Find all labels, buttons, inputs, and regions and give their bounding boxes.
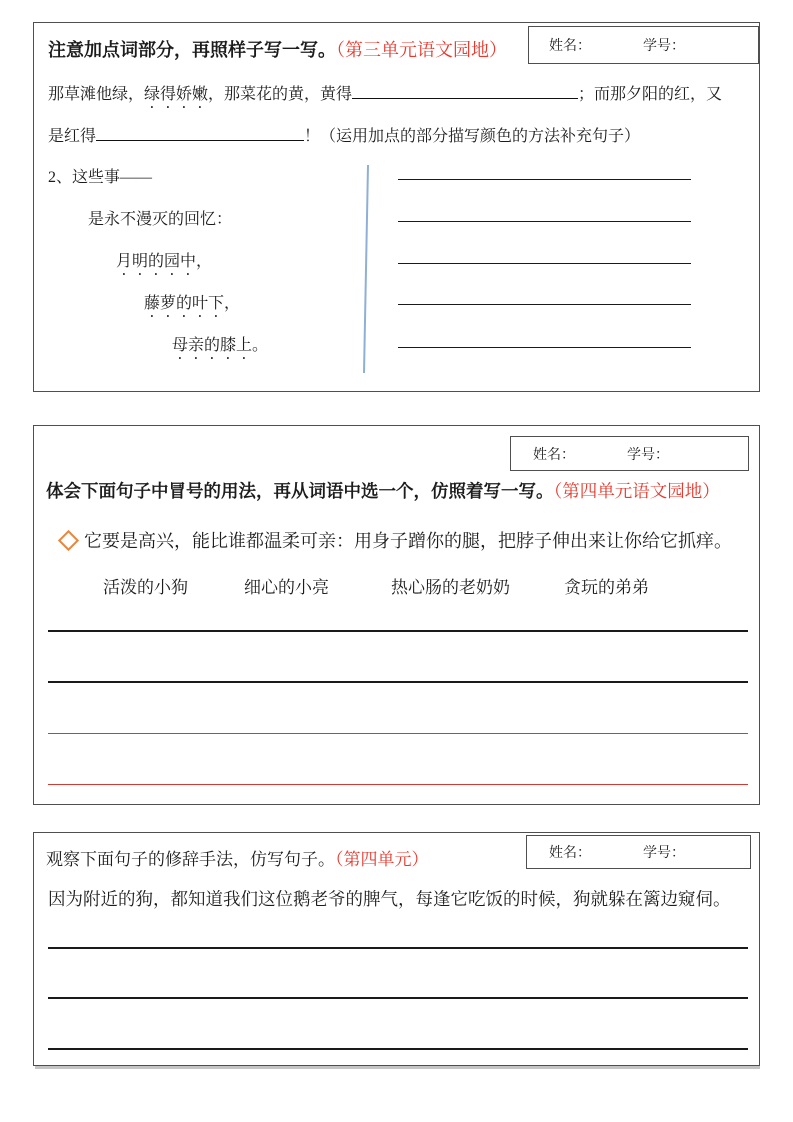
writing-line [48, 947, 748, 949]
poem-tail: ， [196, 253, 213, 270]
word-option: 活泼的小狗 [103, 578, 188, 597]
name-id-box [528, 26, 759, 64]
section3-unit-tag: （第四单元） [335, 850, 429, 869]
section3-title-row [46, 845, 429, 870]
name-label: 姓名： [549, 39, 591, 54]
name-id-box [526, 835, 751, 869]
poem-line [48, 167, 152, 195]
writing-line [48, 784, 748, 785]
poem-tail: ， [224, 295, 241, 312]
line2-pre: 是红得 [48, 128, 97, 145]
student-id-label: 学号： [627, 447, 669, 463]
answer-line [398, 347, 691, 348]
fill-sentence-line1 [48, 81, 722, 112]
writing-line [48, 630, 748, 632]
exercise-box-3 [33, 832, 760, 1066]
exercise-box-1 [33, 22, 760, 392]
line1-mid: ，那菜花的黄，黄得 [208, 86, 353, 103]
line2-fill-blank [96, 125, 304, 141]
poem-em-text: 月明的园中 [116, 253, 197, 270]
line1-pre: 那草滩他绿， [48, 86, 145, 103]
line1-fill-blank [352, 83, 578, 99]
poem-tail: 。 [252, 337, 269, 354]
name-label: 姓名： [533, 447, 575, 463]
word-option: 细心的小亮 [244, 578, 329, 597]
model-sentence: 因为附近的狗，都知道我们这位鹅老爷的脾气，每逢它吃饭的时候，狗就躲在篱边窥伺。 [48, 889, 731, 909]
diamond-bullet-icon [58, 530, 79, 551]
poem-divider-line [363, 165, 369, 373]
answer-line [398, 179, 691, 180]
section2-title: 体会下面句子中冒号的用法，再从词语中选一个，仿照着写一写。 [46, 481, 554, 501]
exercise-box-2 [33, 425, 760, 805]
line2-tail: ！（运用加点的部分描写颜色的方法补充句子） [304, 128, 641, 145]
poem-line [88, 209, 232, 237]
writing-line [48, 681, 748, 683]
word-option: 热心肠的老奶奶 [391, 578, 510, 597]
example-sentence-row [61, 527, 732, 553]
answer-line [398, 304, 691, 305]
writing-line [48, 733, 748, 734]
name-label: 姓名： [549, 846, 591, 861]
section1-title-row [48, 36, 507, 62]
poem-text: 是永不漫灭的回忆： [88, 211, 233, 228]
poem-text: 2、这些事—— [48, 169, 153, 186]
name-id-box [510, 436, 749, 471]
section1-title: 注意加点词部分，再照样子写一写。 [48, 40, 336, 60]
section3-title: 观察下面句子的修辞手法，仿写句子。 [46, 850, 335, 869]
fill-sentence-line2 [48, 123, 640, 146]
section1-unit-tag: （第三单元语文园地） [336, 40, 507, 60]
answer-line [398, 221, 691, 222]
line1-emphasized-word: 绿得娇嫩 [144, 86, 209, 103]
writing-line [48, 1048, 748, 1050]
poem-line [144, 293, 240, 321]
poem-line [172, 335, 268, 363]
student-id-label: 学号： [643, 39, 685, 54]
answer-line [398, 263, 691, 264]
poem-em-text: 藤萝的叶下 [144, 295, 225, 312]
poem-em-text: 母亲的膝上 [172, 337, 253, 354]
word-options-row [34, 573, 761, 597]
section2-unit-tag: （第四单元语文园地） [553, 481, 720, 501]
writing-line [48, 997, 748, 999]
student-id-label: 学号： [643, 846, 685, 861]
line1-tail: ；而那夕阳的红，又 [578, 86, 723, 103]
section2-title-row [46, 478, 720, 503]
poem-line [116, 251, 212, 279]
word-option: 贪玩的弟弟 [564, 578, 649, 597]
example-sentence: 它要是高兴，能比谁都温柔可亲：用身子蹭你的腿，把脖子伸出来让你给它抓痒。 [84, 531, 732, 551]
